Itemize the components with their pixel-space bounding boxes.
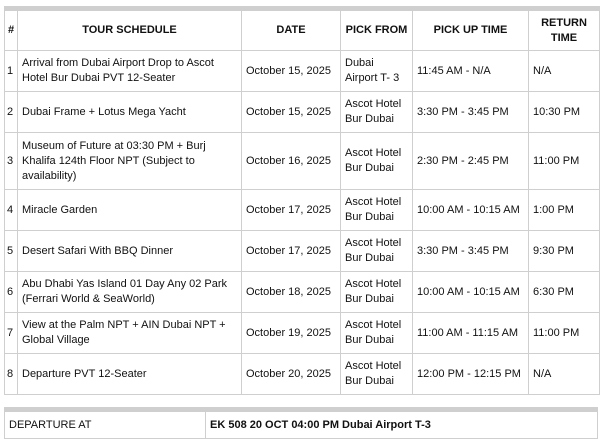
- header-pick-from: PICK FROM: [341, 9, 413, 51]
- pick-up-time: 3:30 PM - 3:45 PM: [413, 231, 529, 272]
- tour-name: View at the Palm NPT + AIN Dubai NPT + Global Village: [18, 313, 242, 354]
- table-row: [5, 190, 600, 231]
- row-number: 5: [5, 231, 18, 272]
- row-number: 2: [5, 92, 18, 133]
- pick-up-time: 11:45 AM - N/A: [413, 51, 529, 92]
- pick-from: Ascot Hotel Bur Dubai: [341, 272, 413, 313]
- tour-name: Arrival from Dubai Airport Drop to Ascot Hotel Bur Dubai PVT 12-Seater: [18, 51, 242, 92]
- pick-from: Ascot Hotel Bur Dubai: [341, 231, 413, 272]
- return-time: N/A: [529, 51, 600, 92]
- table-row: [5, 92, 600, 133]
- tour-date: October 17, 2025: [242, 231, 341, 272]
- table-header-row: [5, 9, 600, 51]
- tour-date: October 18, 2025: [242, 272, 341, 313]
- tour-date: October 16, 2025: [242, 133, 341, 190]
- departure-table: [4, 407, 598, 439]
- pick-from: Ascot Hotel Bur Dubai: [341, 133, 413, 190]
- pick-from: Dubai Airport T- 3: [341, 51, 413, 92]
- return-time: 6:30 PM: [529, 272, 600, 313]
- header-date: DATE: [242, 9, 341, 51]
- tour-date: October 19, 2025: [242, 313, 341, 354]
- table-row: [5, 272, 600, 313]
- tour-date: October 15, 2025: [242, 92, 341, 133]
- tour-date: October 20, 2025: [242, 354, 341, 395]
- departure-label: DEPARTURE AT: [5, 410, 206, 439]
- row-number: 1: [5, 51, 18, 92]
- tour-name: Dubai Frame + Lotus Mega Yacht: [18, 92, 242, 133]
- header-pick-up-time: PICK UP TIME: [413, 9, 529, 51]
- table-row: [5, 354, 600, 395]
- row-number: 3: [5, 133, 18, 190]
- row-number: 8: [5, 354, 18, 395]
- table-row: [5, 133, 600, 190]
- tour-date: October 15, 2025: [242, 51, 341, 92]
- pick-from: Ascot Hotel Bur Dubai: [341, 354, 413, 395]
- pick-up-time: 10:00 AM - 10:15 AM: [413, 272, 529, 313]
- header-return-time: RETURN TIME: [529, 9, 600, 51]
- pick-up-time: 2:30 PM - 2:45 PM: [413, 133, 529, 190]
- table-row: [5, 231, 600, 272]
- tour-name: Departure PVT 12-Seater: [18, 354, 242, 395]
- tour-name: Abu Dhabi Yas Island 01 Day Any 02 Park (Ferrari World & SeaWorld): [18, 272, 242, 313]
- tour-name: Desert Safari With BBQ Dinner: [18, 231, 242, 272]
- tour-schedule-table: [4, 6, 600, 395]
- header-num: #: [5, 9, 18, 51]
- row-number: 6: [5, 272, 18, 313]
- row-number: 4: [5, 190, 18, 231]
- table-row: [5, 51, 600, 92]
- pick-from: Ascot Hotel Bur Dubai: [341, 313, 413, 354]
- return-time: N/A: [529, 354, 600, 395]
- tour-name: Museum of Future at 03:30 PM + Burj Khalifa 124th Floor NPT (Subject to availability): [18, 133, 242, 190]
- pick-up-time: 11:00 AM - 11:15 AM: [413, 313, 529, 354]
- tour-date: October 17, 2025: [242, 190, 341, 231]
- departure-value: EK 508 20 OCT 04:00 PM Dubai Airport T-3: [206, 410, 598, 439]
- return-time: 1:00 PM: [529, 190, 600, 231]
- return-time: 10:30 PM: [529, 92, 600, 133]
- departure-row: [5, 410, 598, 439]
- pick-from: Ascot Hotel Bur Dubai: [341, 92, 413, 133]
- pick-up-time: 12:00 PM - 12:15 PM: [413, 354, 529, 395]
- return-time: 11:00 PM: [529, 133, 600, 190]
- pick-up-time: 10:00 AM - 10:15 AM: [413, 190, 529, 231]
- pick-from: Ascot Hotel Bur Dubai: [341, 190, 413, 231]
- header-tour-schedule: TOUR SCHEDULE: [18, 9, 242, 51]
- pick-up-time: 3:30 PM - 3:45 PM: [413, 92, 529, 133]
- row-number: 7: [5, 313, 18, 354]
- table-row: [5, 313, 600, 354]
- tour-name: Miracle Garden: [18, 190, 242, 231]
- return-time: 9:30 PM: [529, 231, 600, 272]
- return-time: 11:00 PM: [529, 313, 600, 354]
